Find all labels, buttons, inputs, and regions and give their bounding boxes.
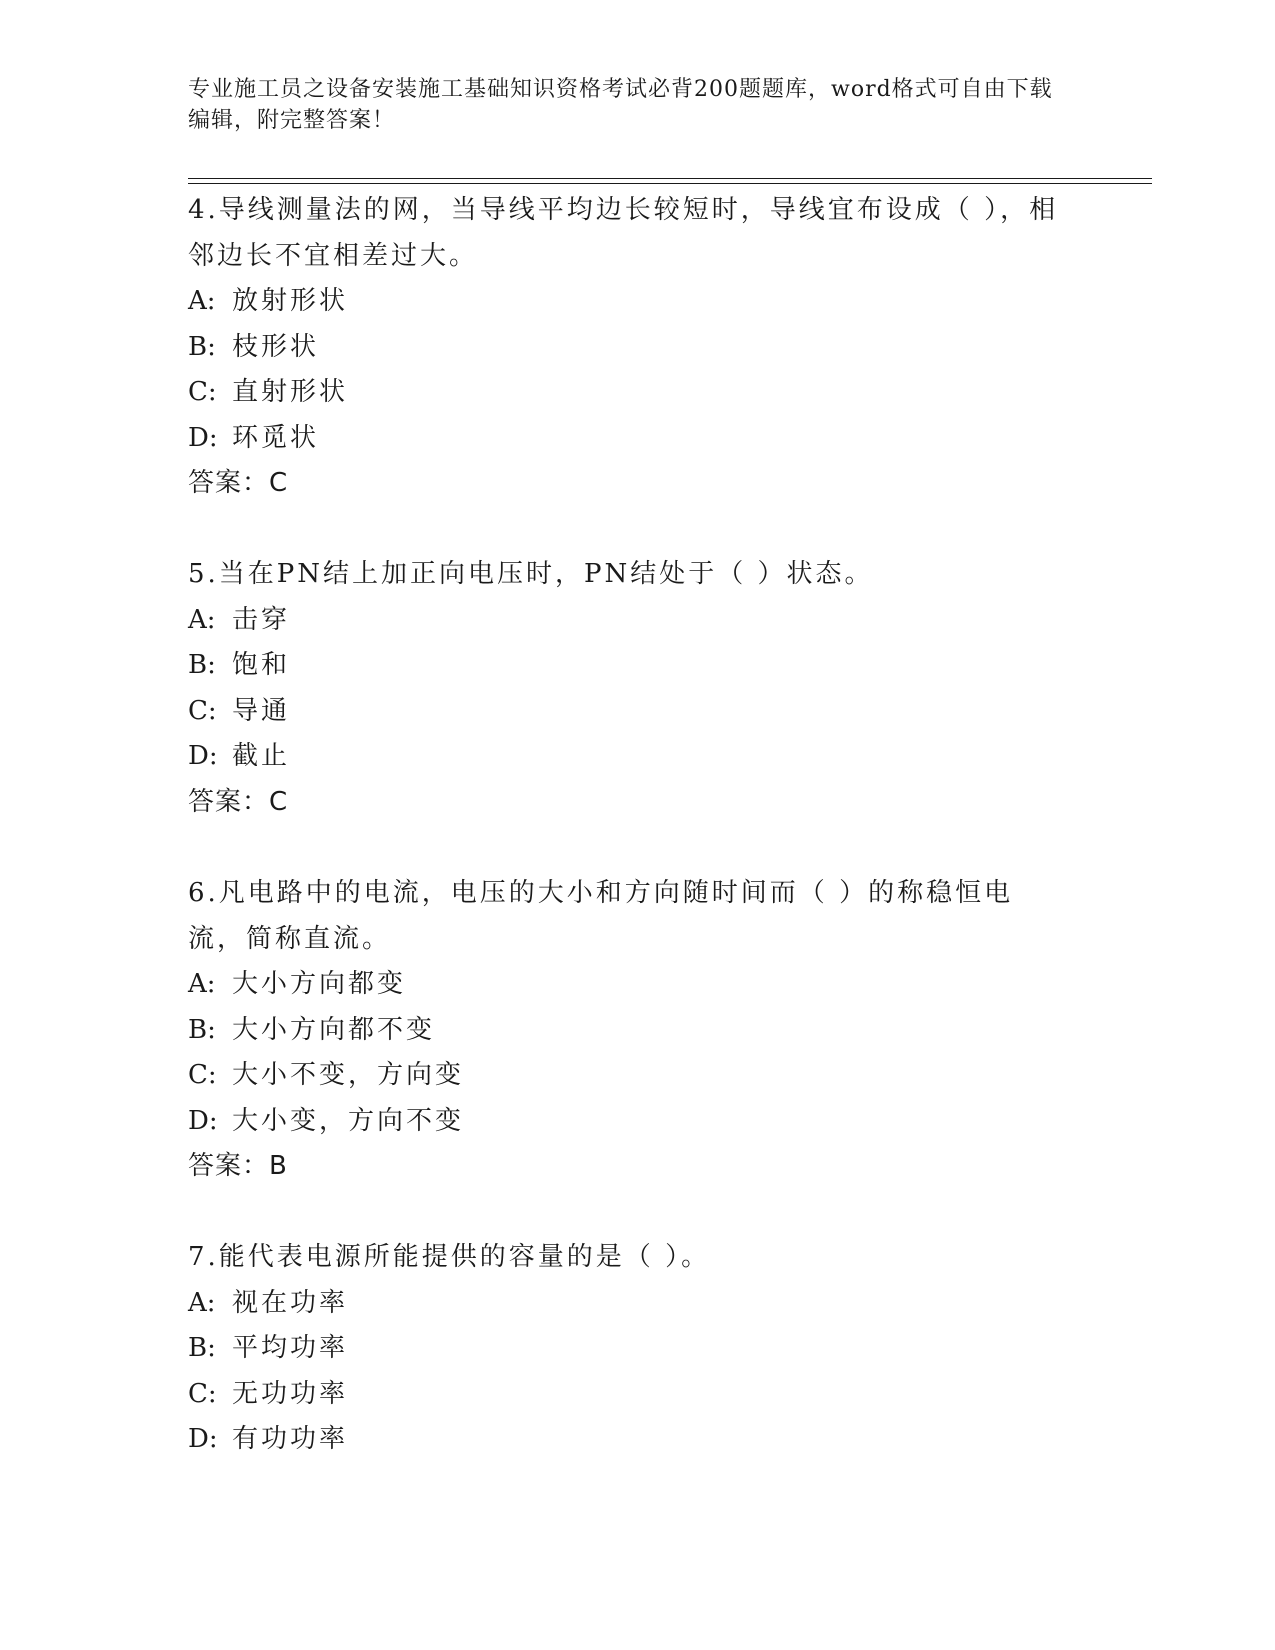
option-text: 放射形状	[232, 286, 349, 316]
option-key: C:	[188, 1378, 217, 1409]
option-key: C:	[188, 377, 217, 407]
option-text: 导通	[232, 695, 291, 726]
option-key: D:	[188, 741, 218, 771]
document-header: 专业施工员之设备安装施工基础知识资格考试必背200题题库，word格式可自由下载编辑，附完整答案！	[188, 77, 1053, 133]
option-text: 直射形状	[232, 377, 349, 407]
option-d	[188, 1099, 1088, 1145]
option-text: 大小不变，方向变	[232, 1060, 465, 1090]
option-key: D:	[188, 1424, 218, 1454]
option-key: A:	[188, 1287, 216, 1318]
option-b	[188, 1008, 1088, 1054]
option-b	[188, 643, 1088, 689]
header-divider-top	[188, 178, 1152, 179]
header-divider-bottom	[188, 183, 1152, 184]
option-key: D:	[188, 422, 218, 453]
option-d	[188, 1417, 1088, 1463]
question-stem: 5.当在PN结上加正向电压时，PN结处于（ ）状态。	[188, 559, 874, 589]
option-d	[188, 734, 1088, 780]
option-key: B:	[188, 1014, 216, 1045]
option-key: B:	[188, 1333, 216, 1363]
option-text: 击穿	[232, 604, 291, 635]
answer-line: 答案：C	[188, 786, 289, 817]
option-text: 饱和	[232, 650, 291, 680]
question-stem: 7.能代表电源所能提供的容量的是（ ）。	[188, 1242, 711, 1272]
option-key: A:	[188, 604, 216, 635]
question-stem: 6.凡电路中的电流，电压的大小和方向随时间而（ ）的称稳恒电流，简称直流。	[188, 878, 1014, 954]
option-text: 大小方向都不变	[232, 1014, 436, 1045]
option-b	[188, 325, 1088, 371]
option-c	[188, 370, 1088, 416]
option-key: B:	[188, 331, 216, 362]
question-5	[188, 552, 1088, 825]
answer-line: 答案：C	[188, 468, 289, 498]
option-a	[188, 598, 1088, 644]
option-key: D:	[188, 1105, 218, 1136]
option-text: 有功功率	[232, 1424, 349, 1454]
option-d	[188, 416, 1088, 462]
option-a	[188, 962, 1088, 1008]
option-c	[188, 689, 1088, 735]
question-7	[188, 1235, 1088, 1463]
option-key: A:	[188, 969, 216, 999]
option-text: 枝形状	[232, 331, 320, 362]
option-text: 视在功率	[232, 1287, 349, 1318]
option-text: 无功功率	[232, 1378, 349, 1409]
option-a	[188, 279, 1088, 325]
option-key: C:	[188, 695, 217, 726]
option-a	[188, 1281, 1088, 1327]
answer-line: 答案：B	[188, 1151, 288, 1181]
question-stem: 4.导线测量法的网，当导线平均边长较短时，导线宜布设成（ ），相邻边长不宜相差过大。	[188, 195, 1059, 271]
option-key: B:	[188, 650, 216, 680]
option-text: 截止	[232, 741, 291, 771]
question-6	[188, 871, 1088, 1190]
option-key: C:	[188, 1060, 217, 1090]
option-text: 大小方向都变	[232, 969, 407, 999]
option-text: 平均功率	[232, 1333, 349, 1363]
option-c	[188, 1053, 1088, 1099]
option-key: A:	[188, 286, 216, 316]
option-text: 环觅状	[232, 422, 320, 453]
option-b	[188, 1326, 1088, 1372]
option-c	[188, 1372, 1088, 1418]
option-text: 大小变，方向不变	[232, 1105, 465, 1136]
question-4	[188, 188, 1088, 507]
